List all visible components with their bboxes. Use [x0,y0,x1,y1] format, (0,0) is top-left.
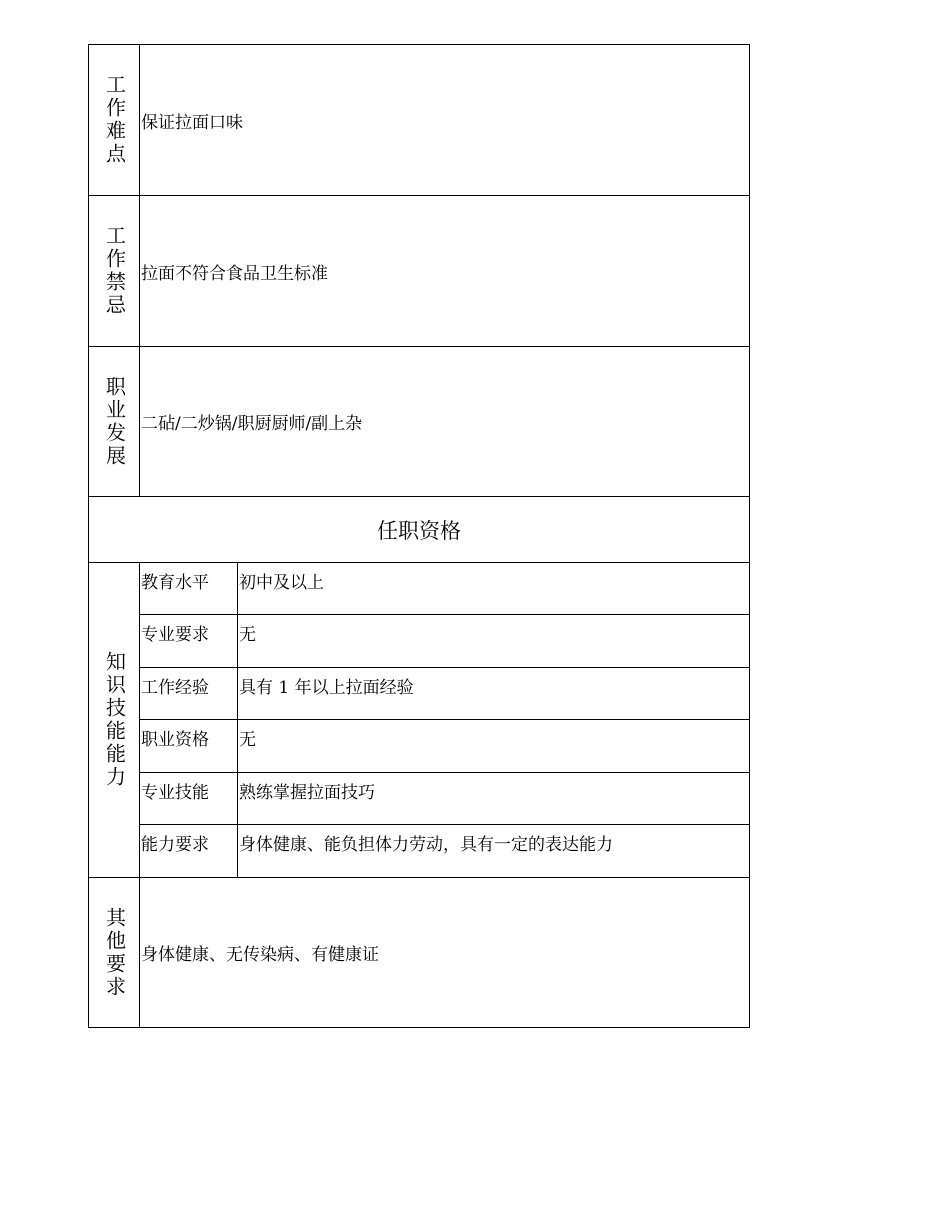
qual-value-education: 初中及以上 [237,562,750,615]
qual-label-major: 专业要求 [139,614,238,668]
other-value: 身体健康、无传染病、有健康证 [141,945,379,965]
career-label: 职业发展 [102,375,127,468]
row-value-career [139,346,750,497]
qual-label-ability: 能力要求 [139,824,238,878]
row-label-difficulty [88,44,140,196]
qual-value-ability: 身体健康、能负担体力劳动，具有一定的表达能力 [237,824,750,878]
row-value-difficulty [139,44,750,196]
group-label-skills [88,562,140,878]
row-value-other [139,877,750,1028]
qualifications-title: 任职资格 [377,518,461,543]
skills-group-label: 知识技能能力 [102,651,127,789]
taboo-value: 拉面不符合食品卫生标准 [141,263,328,284]
qual-label-certification: 职业资格 [139,719,238,773]
taboo-label: 工作禁忌 [102,225,127,317]
job-description-table [88,44,750,1028]
section-title-qualifications [88,496,750,563]
row-label-other [88,877,140,1028]
other-label: 其他要求 [102,906,127,999]
qual-value-major: 无 [237,614,750,668]
row-label-taboo [88,195,140,347]
qual-label-skills: 专业技能 [139,772,238,825]
row-value-taboo [139,195,750,347]
qual-value-experience: 具有 1 年以上拉面经验 [237,667,750,720]
difficulty-label: 工作难点 [102,74,127,166]
career-value: 二砧/二炒锅/职厨厨师/副上杂 [141,414,363,434]
qual-value-certification: 无 [237,719,750,773]
difficulty-value: 保证拉面口味 [141,112,243,133]
qual-label-experience: 工作经验 [139,667,238,720]
row-label-career [88,346,140,497]
qual-label-education: 教育水平 [139,562,238,615]
qual-value-skills: 熟练掌握拉面技巧 [237,772,750,825]
